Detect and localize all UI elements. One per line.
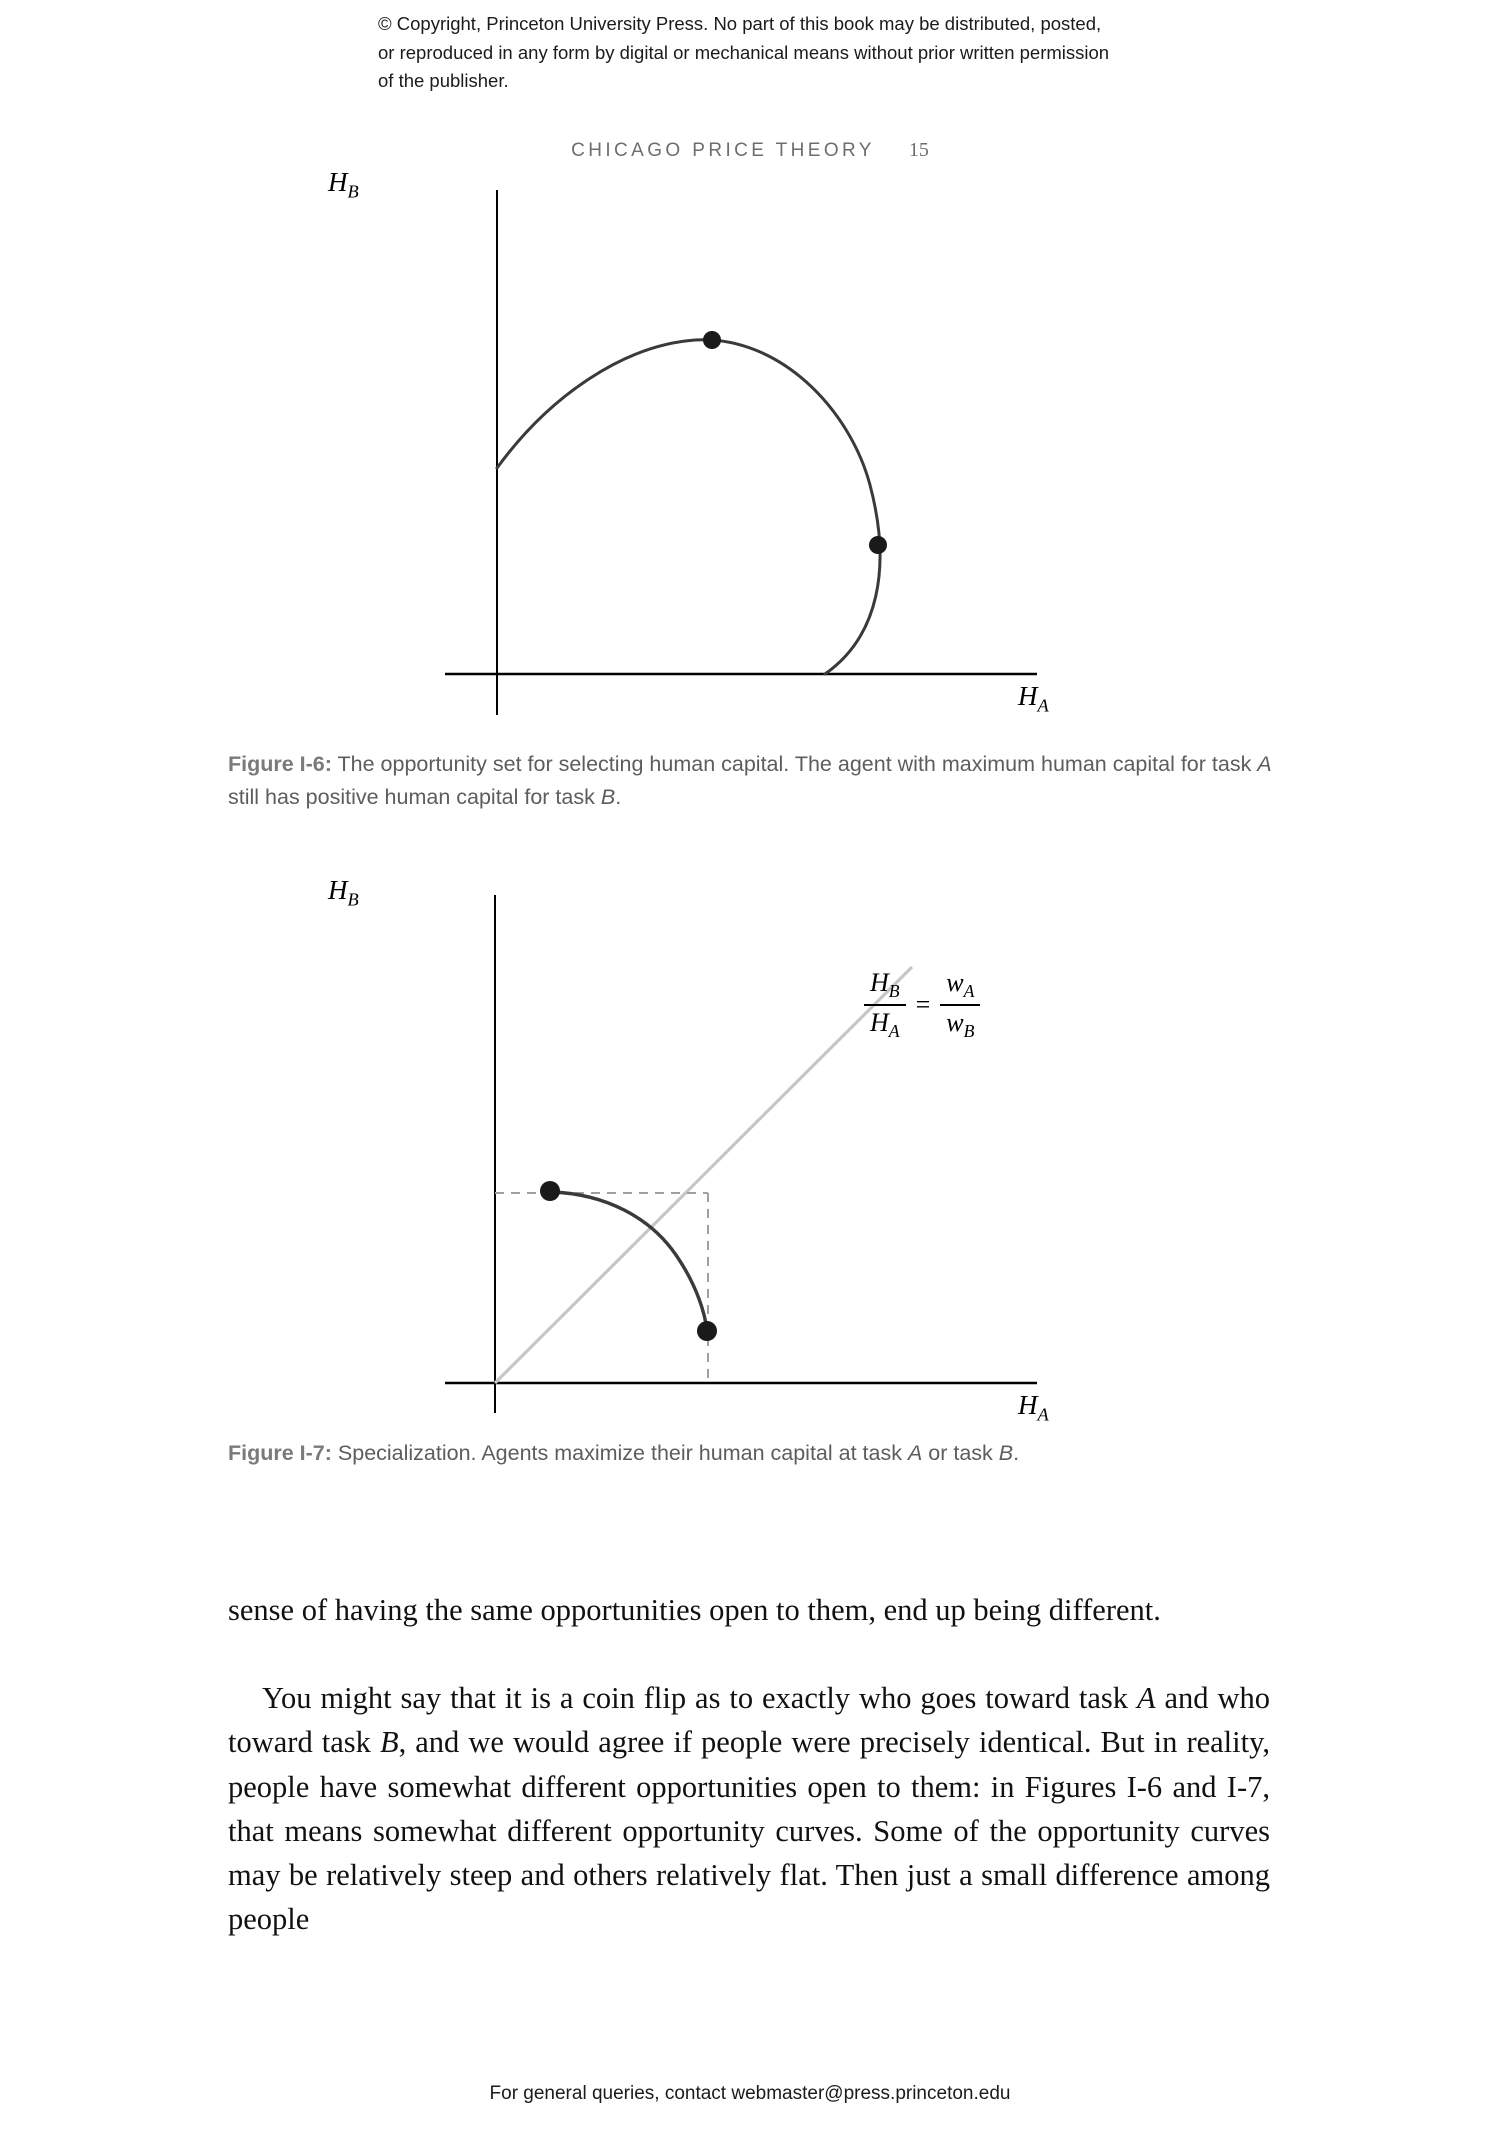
wage-ratio-formula	[860, 968, 984, 1042]
formula-left-den-sub: A	[888, 1020, 900, 1041]
page-number: 15	[908, 139, 929, 161]
running-head	[0, 139, 1500, 162]
formula-left-numerator	[864, 968, 906, 1004]
point-specialize-task-b	[540, 1181, 560, 1201]
y-axis-label-letter: H	[328, 875, 348, 905]
page-footer: For general queries, contact webmaster@press.princeton.edu	[489, 2083, 1011, 2104]
body-paragraph-1: sense of having the same opportunities open to them, end up being different.	[228, 1593, 1161, 1627]
point-max-human-capital-task-a	[869, 536, 887, 554]
formula-left-denominator	[864, 1006, 906, 1042]
x-axis-label-sub: A	[1037, 1404, 1049, 1425]
formula-left-fraction	[864, 968, 906, 1042]
figure-i7-caption-task-b: B	[998, 1441, 1014, 1465]
x-axis-label-letter: H	[1018, 681, 1038, 711]
figure-i6	[328, 167, 1100, 725]
figure-i6-x-axis-label	[1018, 681, 1049, 716]
formula-right-numerator	[940, 968, 980, 1004]
body-paragraph-2-part-2: and who toward task	[228, 1681, 1270, 1760]
body-paragraph-2	[228, 1676, 1270, 1942]
figure-i7	[328, 875, 1100, 1425]
figure-i7-caption-text-3: .	[1013, 1441, 1020, 1465]
figure-i6-caption-task-b: B	[600, 785, 616, 809]
copyright-notice: © Copyright, Princeton University Press. No part of this book may be distributed, posted, or reproduced in any form by digital or mechanical means without prior written permission of the publisher.	[378, 13, 1110, 91]
point-specialize-task-a	[697, 1321, 717, 1341]
formula-left-num-letter: H	[870, 968, 889, 997]
point-max-human-capital-task-b	[703, 331, 721, 349]
formula-right-num-sub: A	[963, 981, 975, 1002]
figure-i6-y-axis-label	[328, 167, 359, 202]
formula-right-denominator	[940, 1006, 980, 1042]
opportunity-curve	[497, 340, 880, 674]
formula-right-num-letter: w	[946, 968, 964, 997]
figure-i7-x-axis-label	[1018, 1390, 1049, 1425]
running-head-title: CHICAGO PRICE THEORY	[571, 140, 875, 161]
figure-i7-caption-task-a: A	[907, 1441, 923, 1465]
body-paragraph-2-task-a: A	[1136, 1681, 1156, 1715]
figure-i6-caption	[228, 748, 1272, 814]
x-axis-label-sub: A	[1037, 695, 1049, 716]
x-axis-label-letter: H	[1018, 1390, 1038, 1420]
formula-right-fraction	[940, 968, 980, 1042]
body-paragraph-2-part-1: You might say that it is a coin flip as to exactly who goes toward task	[262, 1681, 1137, 1715]
formula-equals-sign: =	[915, 989, 931, 1019]
formula-left-num-sub: B	[888, 981, 900, 1002]
figure-i7-caption-text-1: Specialization. Agents maximize their human capital at task	[331, 1441, 908, 1465]
body-paragraph-2-part-3: , and we would agree if people were precisely identical. But in reality, people have somewhat different opportunities open to them: in Figures I-6 and I-7, that means somewhat different opportunity curves. Some of the opportunity curves may be relatively steep and others relatively flat. Then just a small difference among people	[228, 1725, 1270, 1937]
figure-i7-caption	[228, 1437, 1272, 1470]
body-paragraph-2-task-b: B	[379, 1725, 399, 1760]
figure-i6-caption-text-2: still has positive human capital for task	[228, 785, 601, 809]
figure-i6-caption-text-3: .	[615, 785, 622, 809]
figure-i7-y-axis-label	[328, 875, 359, 910]
figure-i7-caption-text-2: or task	[922, 1441, 999, 1465]
formula-right-den-sub: B	[963, 1020, 975, 1041]
opportunity-curve	[552, 1192, 707, 1330]
y-axis-label-letter: H	[328, 167, 348, 197]
wage-ratio-ray	[495, 967, 912, 1383]
formula-left-den-letter: H	[870, 1007, 889, 1037]
figure-i6-caption-task-a: A	[1257, 752, 1272, 776]
figure-i6-plot	[400, 185, 1100, 725]
figure-i7-plot	[400, 895, 1100, 1415]
y-axis-label-sub: B	[347, 889, 359, 910]
figure-i6-caption-label: Figure I-6:	[228, 752, 332, 776]
figure-i7-caption-label: Figure I-7:	[228, 1441, 332, 1465]
y-axis-label-sub: B	[347, 181, 359, 202]
figure-i6-caption-text-1: The opportunity set for selecting human capital. The agent with maximum human capital for task	[331, 752, 1258, 776]
formula-right-den-letter: w	[946, 1007, 964, 1037]
